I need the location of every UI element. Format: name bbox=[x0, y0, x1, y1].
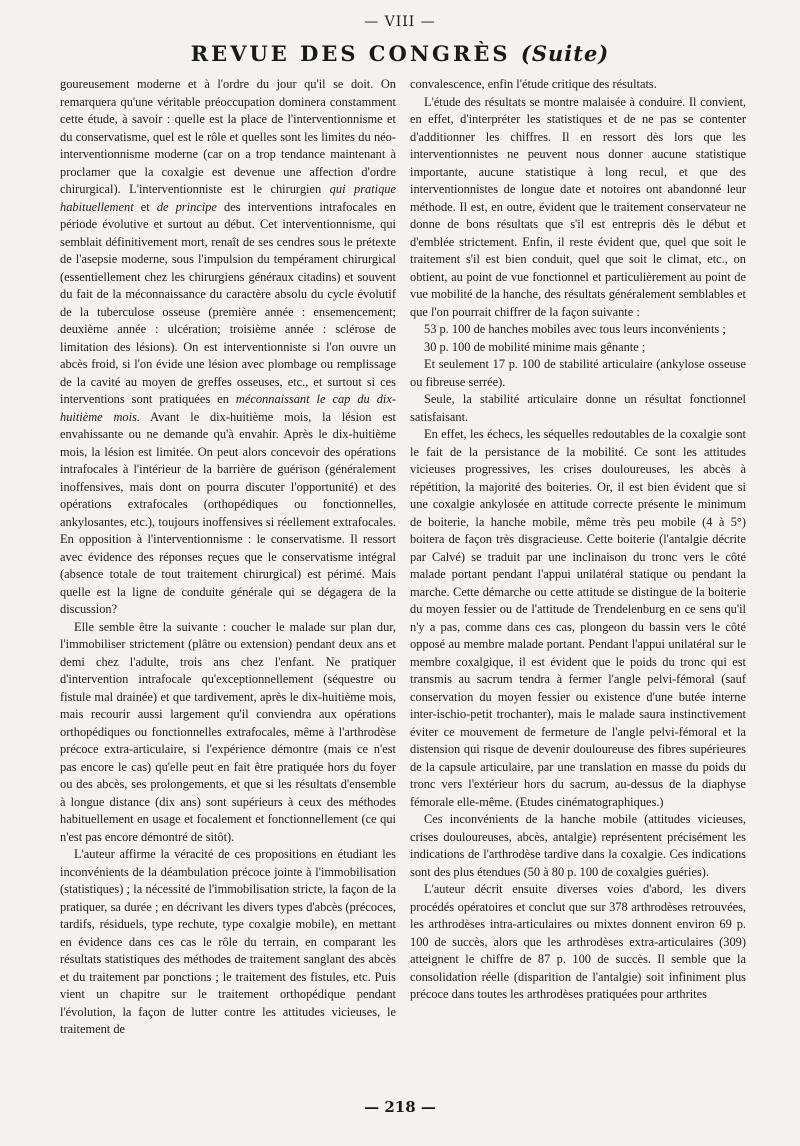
running-head bbox=[0, 40, 800, 68]
paragraph: L'étude des résultats se montre malaisée à conduire. Il convient, en effet, d'interpréter les statistiques et de ne pas se contenter d'additionner les chiffres. Il en ressort dès lors que les interventionnistes ne peuvent nous donner aucune statistique importante, aucune statistique à long recul, et que des interventionnistes de longue date et notoires ont abandonné leur méthode. Il est, en outre, évident que le traitement conservateur ne donne de bons résultats que s'il est entrepris dès le début et d'emblée strictement. Enfin, il reste évident que, quel que soit le traitement s'il est bien conduit, quel que soit le climat, etc., on obtient, au point de vue fonctionnel et particulièrement au point de vue mobilité de la hanche, des résultats généralement semblables et que l'on pourrait chiffrer de la façon suivante : bbox=[410, 94, 746, 319]
list-item: 53 p. 100 de hanches mobiles avec tous leurs inconvénients ; bbox=[424, 322, 726, 336]
paragraph: En effet, les échecs, les séquelles redoutables de la coxalgie sont le fait de la persistance de la mobilité. Ce sont les attitudes vicieuses progressives, les crises douloureuses, les abcès à répétition, la majorité des boiteries. Or, il est bien évident que si une coxalgie ankylosée en attitude correcte présente le minimum de boiterie, la hanche mobile, même très peu mobile (4 à 5°) boitera de façon très disgracieuse. Cette boiterie (l'antalgie décrite par Calvé) se traduit par une inclinaison du tronc vers le côté malade portant pendant l'appui unilatéral statique ou pendant la marche. Cette démarche ou cette attitude se distingue de la boiterie du moyen fessier ou de l'attitude de Trendelenburg en ce sens qu'il n'y a pas, comme dans ces cas, plongeon du bassin vers le côté opposé au membre malade portant. Pendant l'appui unilatéral sur le membre coxalgique, il est évident que le poids du tronc qui est transmis au sacrum tendra à fermer l'angle pelvi-fémoral (sauf conservation du moyen fessier ou existence d'une butée interne inter-ischio-petit trochanter), mais le malade saura instinctivement éviter ce mouvement de fermeture de l'angle pelvi-fémoral et la distension qui risque de devenir douloureuse des fibres supérieures de la capsule articulaire, par une translation en masse du poids du tronc vers l'extérieur hors du sacrum, au-dessus de la diaphyse fémorale elle-même. (Etudes cinématographiques.) bbox=[410, 427, 746, 809]
right-column bbox=[410, 76, 746, 1004]
paragraph: goureusement moderne et à l'ordre du jour qu'il se doit. On remarquera qu'une véritable préoccupation dominera constamment cette étude, à savoir : quelle est la place de l'interventionnisme et du conservatisme, quel est le rôle et quelles sont les limites du néo-interventionnisme moderne (car on a trop tendance maintenant à proclamer que la coxalgie est devenue une affection d'ordre chirurgical). L'interventionniste est le chirurgien qui pratique habituellement et de principe des interventions intrafocales en période évolutive et surtout au début. Cet interventionnisme, qui semblait définitivement mort, renaît de ses cendres sous le prétexte de l'asepsie moderne, sous l'impulsion du tempérament chirurgical (essentiellement chez les chirurgiens généraux citadins) et souvent du fait de la méconnaissance du caractère absolu du cycle évolutif de la tuberculose osseuse (première année : ensemencement; deuxième année : ulcération; troisième année : sclérose de limitation des lésions). On est interventionniste si l'on ouvre un abcès froid, si l'on évide une lésion avec plombage ou remplissage de la cavité au moyen de greffes osseuses, etc., et surtout si ces interventions sont pratiquées en méconnaissant le cap du dix-huitième mois. Avant le dix-huitième mois, la lésion est envahissante ou ne demande qu'à envahir. Après le dix-huitième mois, la lésion est limitée. On peut alors concevoir des opérations intrafocales à l'intérieur de la barrière de guérison (généralement inoffensives, mais dont on pourra discuter l'opportunité) et des opérations extrafocales (orthopédiques ou fonctionnelles, ankylosantes, etc.), toujours inoffensives si réellement extrafocales. En opposition à l'interventionnisme : le conservatisme. Il ressort avec évidence des réponses reçues que le conservatisme intégral (absence totale de tout traitement chirurgical) est périmé. Mais quelle est la ligne de conduite générale qui se dégagera de la discussion? bbox=[60, 77, 396, 616]
paragraph: convalescence, enfin l'étude critique des résultats. bbox=[410, 77, 657, 91]
list-item: Et seulement 17 p. 100 de stabilité articulaire (ankylose osseuse ou fibreuse serrée). bbox=[410, 357, 746, 389]
paragraph: Seule, la stabilité articulaire donne un résultat fonctionnel satisfaisant. bbox=[410, 392, 746, 424]
roman-page-number: — VIII — bbox=[364, 14, 436, 30]
running-head-title: REVUE DES CONGRÈS bbox=[190, 41, 511, 66]
paragraph: L'auteur décrit ensuite diverses voies d'abord, les divers procédés opératoires et conclut que sur 378 arthrodèses retrouvées, les arthrodèses intra-articulaires ou mixtes donnent environ 69 p. 100 de succès, alors que les arthrodèses extra-articulaires (309) atteignent le chiffre de 87 p. 100 de succès. Il semble que la consolidation réelle (disparition de l'antalgie) soit infiniment plus précoce dans toutes les arthrodèses pratiquées pour arthrites bbox=[410, 882, 746, 1001]
left-column bbox=[60, 76, 396, 1039]
paragraph: L'auteur affirme la véracité de ces propositions en étudiant les inconvénients de la déambulation précoce jointe à l'immobilisation (statistiques) ; la nécessité de l'immobilisation stricte, la façon de la pratiquer, sa durée ; en décrivant les divers types d'abcès (précoces, tardifs, résiduels, type rechute, type coxalgie mobile), en mettant en évidence dans ces cas le rôle du terrain, en comparant les résultats statistiques des méthodes de traitement sanglant des abcès et du traitement par ponctions ; le traitement des fistules, etc. Puis vient un chapitre sur le traitement orthopédique pendant l'évolution, la façon de lutter contre les attitudes vicieuses, le traitement de bbox=[60, 847, 396, 1036]
paragraph: Ces inconvénients de la hanche mobile (attitudes vicieuses, crises douloureuses, abcès, antalgie) représentent précisément les indications de l'arthrodèse tardive dans la coxalgie. Ces indications sont des plus étendues (50 à 80 p. 100 de coxalgies guéries). bbox=[410, 812, 746, 879]
paragraph: Elle semble être la suivante : coucher le malade sur plan dur, l'immobiliser strictement (plâtre ou extension) pendant deux ans et demi chez l'adulte, trois ans chez l'enfant. Ne pratiquer d'intervention intrafocale qu'exceptionnellement (séquestre ou fistule mal drainée) et que tardivement, après le dix-huitième mois, mais recourir aussi largement qu'il conviendra aux opérations orthopédiques ou fonctionnelles extrafocales, même à l'arthrodèse précoce extra-articulaire, si l'expérience démontre (mais ce n'est pas encore le cas) qu'elle peut en fait être pratiquée hors du foyer ou des abcès, ses prolongements, et que si les résultats d'ensemble à longue distance (dix ans) sont supérieurs à ceux des méthodes habituellement en usage et focalement et fonctionnellement (ce qui n'est pas encore démontré de sitôt). bbox=[60, 619, 396, 844]
running-head-suffix: (Suite) bbox=[520, 41, 610, 66]
list-item: 30 p. 100 de mobilité minime mais gênante ; bbox=[424, 339, 646, 354]
page-number: — 218 — bbox=[364, 1098, 436, 1116]
